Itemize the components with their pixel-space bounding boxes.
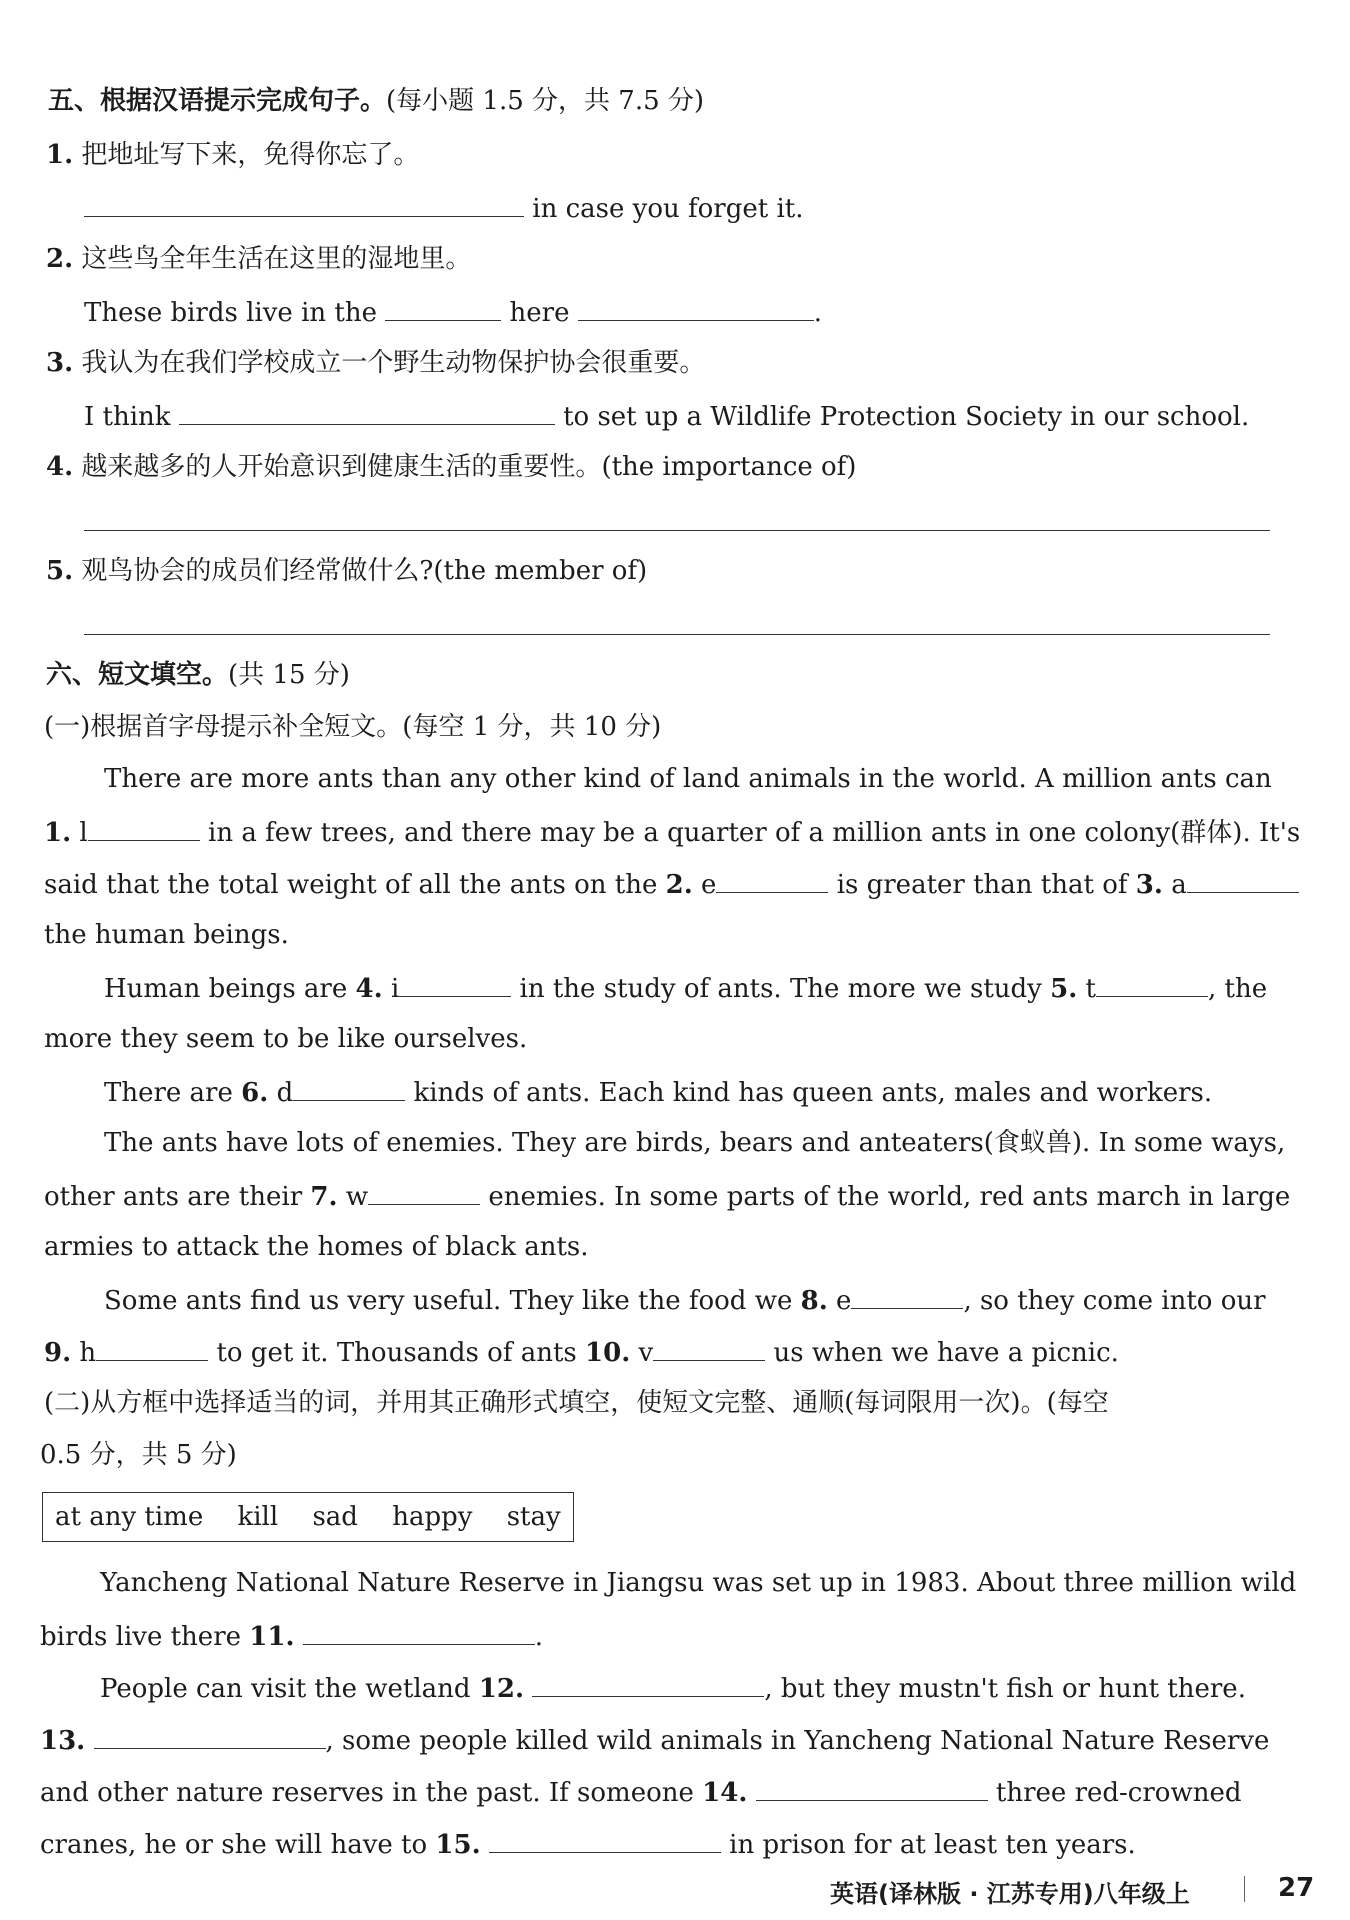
q2-text-a: These birds live in the: [84, 298, 377, 328]
blank-number: 4.: [355, 974, 383, 1004]
blank-14[interactable]: [756, 1774, 988, 1801]
q3-number: 3.: [46, 348, 74, 378]
q1-tail: in case you forget it.: [532, 194, 804, 224]
q1-number: 1.: [46, 140, 74, 170]
q5-number: 5.: [46, 556, 74, 586]
q4-number: 4.: [46, 452, 74, 482]
q2-prompt: [46, 242, 471, 276]
q1-answer-line: [84, 190, 803, 226]
section6-score: (共 15 分): [228, 660, 350, 690]
blank-number: 3.: [1135, 870, 1163, 900]
passage-text: in the study of ants. The more we study: [519, 974, 1042, 1004]
blank-13[interactable]: [94, 1722, 326, 1749]
blank-number: 1.: [44, 818, 72, 848]
passage-a-line: more they seem to be like ourselves.: [44, 1024, 528, 1054]
blank-9[interactable]: [96, 1334, 208, 1361]
q3-text-b: to set up a Wildlife Protection Society in our school.: [563, 402, 1250, 432]
passage-text: , the: [1207, 974, 1268, 1004]
passage-a-line: The ants have lots of enemies. They are birds, bears and anteaters(食蚁兽). In some ways,: [104, 1128, 1286, 1158]
blank-15[interactable]: [489, 1826, 721, 1853]
passage-a-line: [44, 1334, 1119, 1370]
part-b-title: [44, 1386, 1109, 1420]
initial-letter: i: [390, 974, 400, 1004]
blank-10[interactable]: [653, 1334, 765, 1361]
blank-12[interactable]: [532, 1670, 764, 1697]
word-box: [42, 1492, 574, 1542]
passage-b-line: [40, 1722, 1269, 1758]
q2-number: 2.: [46, 244, 74, 274]
passage-text: , so they come into our: [963, 1286, 1266, 1316]
blank-number: 6.: [241, 1078, 269, 1108]
passage-text: enemies. In some parts of the world, red ants march in large: [488, 1182, 1291, 1212]
passage-text: cranes, he or she will have to: [40, 1830, 428, 1860]
q4-prompt: [46, 450, 856, 484]
passage-text: , some people killed wild animals in Yancheng National Nature Reserve: [325, 1726, 1270, 1756]
passage-text: in prison for at least ten years.: [729, 1830, 1136, 1860]
blank-number: 14.: [702, 1778, 748, 1808]
q1-prompt: [46, 138, 419, 172]
passage-text: is greater than that of: [836, 870, 1128, 900]
blank-number: 13.: [40, 1726, 86, 1756]
q2-chinese: 这些鸟全年生活在这里的湿地里。: [81, 244, 472, 274]
passage-b-line: Yancheng National Nature Reserve in Jiangsu was set up in 1983. About three million wild: [100, 1568, 1297, 1598]
q3-prompt: [46, 346, 705, 380]
passage-text: Some ants find us very useful. They like the food we: [104, 1286, 793, 1316]
q1-chinese: 把地址写下来，免得你忘了。: [81, 140, 420, 170]
passage-a-line: [104, 1282, 1266, 1318]
q4-answer-line[interactable]: [84, 530, 1270, 531]
section5-title: [48, 84, 704, 118]
q4-hint: (the importance of): [601, 452, 857, 482]
blank-2[interactable]: [716, 866, 828, 893]
blank-number: 12.: [478, 1674, 525, 1704]
q2-period: .: [813, 298, 822, 328]
word-option: kill: [237, 1502, 279, 1532]
initial-letter: l: [79, 818, 88, 848]
blank-number: 10.: [585, 1338, 631, 1368]
initial-letter: e: [836, 1286, 852, 1316]
passage-a-line: armies to attack the homes of black ants.: [44, 1232, 589, 1262]
blank-number: 7.: [310, 1182, 338, 1212]
footer-separator: [1244, 1876, 1245, 1902]
q3-answer-line: [84, 398, 1249, 434]
passage-text: kinds of ants. Each kind has queen ants, males and workers.: [413, 1078, 1213, 1108]
word-option: stay: [506, 1502, 561, 1532]
passage-a-line: [104, 970, 1267, 1006]
passage-text: said that the total weight of all the ants on the: [44, 870, 658, 900]
q5-hint: (the member of): [433, 556, 648, 586]
q2-text-b: here: [509, 298, 570, 328]
blank-8[interactable]: [851, 1282, 963, 1309]
part-a-heading: (一)根据首字母提示补全短文。: [44, 712, 403, 742]
passage-text: in a few trees, and there may be a quarter of a million ants in one colony(群体). It's: [208, 818, 1301, 848]
passage-b-line: [40, 1826, 1136, 1862]
q2-answer-line: [84, 294, 822, 330]
passage-a-line: [44, 1178, 1290, 1214]
q3-blank[interactable]: [179, 398, 555, 425]
part-b-heading: (二)从方框中选择适当的词，并用其正确形式填空，使短文完整、通顺(每词限用一次)。: [44, 1388, 1047, 1418]
blank-7[interactable]: [368, 1178, 480, 1205]
initial-letter: a: [1171, 870, 1187, 900]
passage-b-line: [100, 1670, 1246, 1706]
q5-prompt: [46, 554, 647, 588]
passage-text: There are: [104, 1078, 233, 1108]
book-title: 英语(译林版 · 江苏专用)八年级上: [830, 1880, 1190, 1908]
passage-a-line: [104, 1074, 1212, 1110]
passage-text: and other nature reserves in the past. If someone: [40, 1778, 694, 1808]
blank-4[interactable]: [399, 970, 511, 997]
blank-6[interactable]: [293, 1074, 405, 1101]
blank-5[interactable]: [1096, 970, 1208, 997]
section5-score: (每小题 1.5 分，共 7.5 分): [386, 86, 705, 116]
q5-chinese: 观鸟协会的成员们经常做什么?: [81, 556, 434, 586]
passage-a-line: [44, 866, 1299, 902]
part-a-title: [44, 710, 661, 744]
blank-3[interactable]: [1187, 866, 1299, 893]
passage-text: to get it. Thousands of ants: [216, 1338, 577, 1368]
section5-heading: 五、根据汉语提示完成句子。: [48, 86, 387, 116]
passage-text: Human beings are: [104, 974, 348, 1004]
blank-number: 15.: [435, 1830, 481, 1860]
part-b-score: (每空: [1046, 1388, 1109, 1418]
passage-a-line: There are more ants than any other kind of land animals in the world. A million ants can: [104, 764, 1272, 794]
blank-number: 9.: [44, 1338, 72, 1368]
passage-text: us when we have a picnic.: [773, 1338, 1119, 1368]
q4-chinese: 越来越多的人开始意识到健康生活的重要性。: [81, 452, 602, 482]
passage-b-line: [40, 1618, 543, 1654]
section6-title: [46, 658, 350, 692]
passage-a-line: the human beings.: [44, 920, 289, 950]
q1-blank[interactable]: [84, 190, 524, 217]
passage-text: three red-crowned: [995, 1778, 1242, 1808]
q3-chinese: 我认为在我们学校成立一个野生动物保护协会很重要。: [81, 348, 706, 378]
q3-text-a: I think: [84, 402, 171, 432]
passage-b-line: [40, 1774, 1241, 1810]
blank-11[interactable]: [303, 1618, 535, 1645]
word-option: happy: [392, 1502, 473, 1532]
part-a-score: (每空 1 分，共 10 分): [402, 712, 662, 742]
q2-blank-2[interactable]: [578, 294, 814, 321]
part-b-score-cont: 0.5 分，共 5 分): [40, 1440, 237, 1470]
passage-a-line: [44, 814, 1300, 850]
word-option: at any time: [55, 1502, 204, 1532]
initial-letter: h: [79, 1338, 97, 1368]
passage-text: People can visit the wetland: [100, 1674, 471, 1704]
section6-heading: 六、短文填空。: [46, 660, 229, 690]
page-number: 27: [1278, 1873, 1315, 1903]
initial-letter: t: [1085, 974, 1096, 1004]
q2-blank-1[interactable]: [385, 294, 501, 321]
blank-number: 8.: [800, 1286, 828, 1316]
blank-number: 11.: [249, 1622, 295, 1652]
initial-letter: d: [276, 1078, 294, 1108]
blank-number: 5.: [1050, 974, 1078, 1004]
passage-text: .: [534, 1622, 544, 1652]
passage-text: birds live there: [40, 1622, 242, 1652]
blank-number: 2.: [665, 870, 693, 900]
initial-letter: w: [345, 1182, 369, 1212]
q5-answer-line[interactable]: [84, 634, 1270, 635]
word-option: sad: [312, 1502, 358, 1532]
passage-text: other ants are their: [44, 1182, 303, 1212]
blank-1[interactable]: [88, 814, 200, 841]
initial-letter: v: [638, 1338, 654, 1368]
initial-letter: e: [701, 870, 717, 900]
passage-text: , but they mustn't fish or hunt there.: [764, 1674, 1246, 1704]
